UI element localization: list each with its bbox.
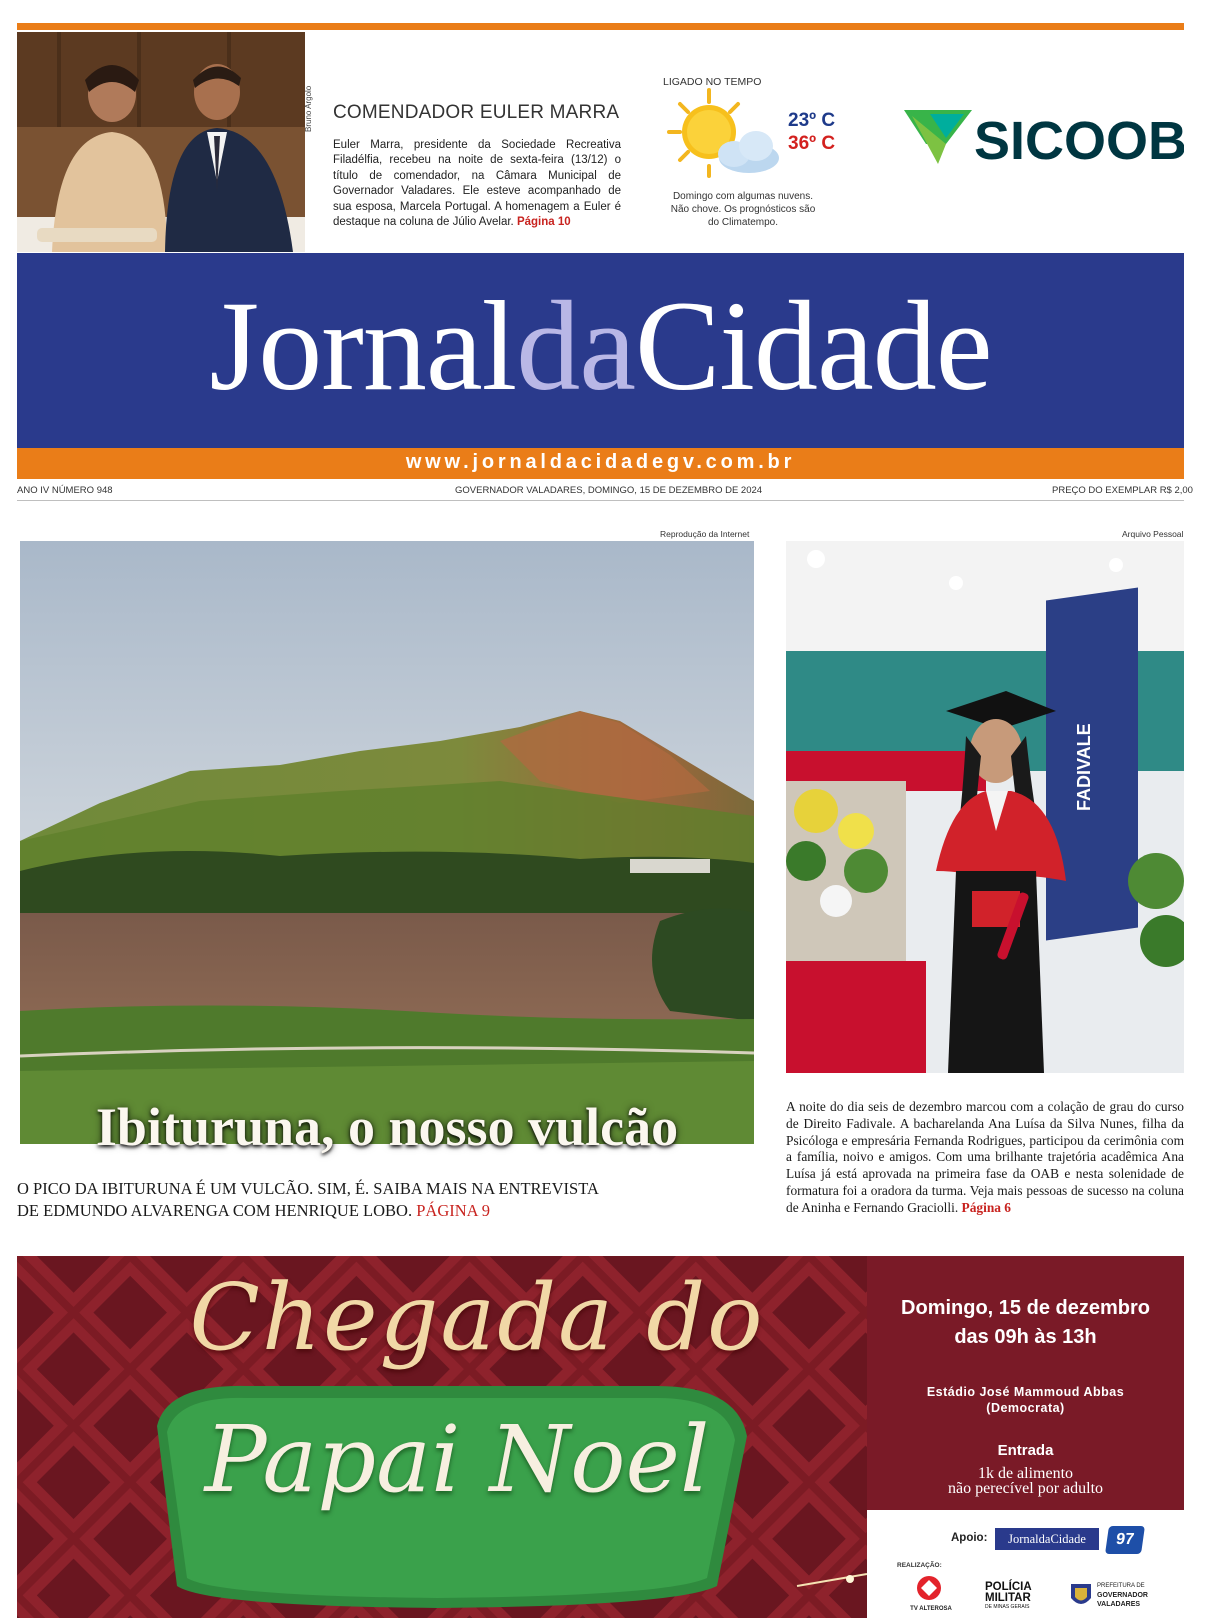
sicoob-logo-icon[interactable] [902, 104, 1184, 174]
radio-97-logo[interactable]: 97 [1105, 1526, 1145, 1554]
ad-artwork [17, 1256, 867, 1618]
prefeitura-gv-logo[interactable] [1069, 1580, 1179, 1614]
volcano-page-link[interactable]: PÁGINA 9 [416, 1201, 491, 1220]
fadivale-banner-text: FADIVALE [1074, 723, 1094, 811]
ad-date-line: Domingo, 15 de dezembro [901, 1297, 1150, 1319]
volcano-headline[interactable]: Ibituruna, o nosso vulcão [95, 1097, 679, 1157]
graduation-body: A noite do dia seis de dezembro marcou com a colação de grau do curso de Direito Fadivale. A bacharelanda Ana Luísa da Silva Nunes, filha da Psicóloga e empresária Fernanda Rodrigues, participou da cerimônia com a família, noivo e amigos. Com uma brilhante trajetória acadêmica Ana Luísa já está aprovada na primeira fase da OAB e nesta solenidade de formatura foi a oradora da turma. Veja mais pessoas de sucesso na coluna de Aninha e Fernando Graciolli. [786, 1099, 1184, 1215]
ad-sponsors [867, 1510, 1184, 1618]
prefeitura-text [1097, 1582, 1148, 1609]
euler-story-text [333, 138, 621, 230]
ad-info-panel [867, 1256, 1184, 1510]
euler-body: Euler Marra, presidente da Sociedade Recreativa Filadélfia, recebeu na noite de sexta-feira (13/12) o título de comendador, na Câmara Municipal de Governador Valadares. Ele esteve acompanhado de sua esposa, Marcela Portugal. A homenagem a Euler é destaque na coluna de Júlio Avelar. [333, 139, 621, 229]
graduation-photo[interactable] [786, 541, 1184, 1073]
policia-line-2: MILITAR [985, 1592, 1031, 1604]
prefeitura-line-1: PREFEITURA DE [1097, 1583, 1145, 1589]
dateline: GOVERNADOR VALADARES, DOMINGO, 15 DE DEZEMBRO DE 2024 [455, 485, 763, 496]
graduation-page-link[interactable]: Página 6 [961, 1199, 1012, 1215]
divider [17, 500, 1184, 501]
masthead [17, 253, 1184, 448]
ad-entry-line-1: 1k de alimento [977, 1465, 1074, 1482]
tv-alterosa-text: TV ALTEROSA [910, 1606, 952, 1612]
euler-marra-photo [17, 32, 305, 252]
papai-noel-ad[interactable] [17, 1256, 1184, 1618]
photo-credit: Arquivo Pessoal [1122, 529, 1184, 539]
top-accent-bar [17, 23, 1184, 30]
ad-title-line-1: Chegada do [189, 1264, 765, 1371]
ad-time-line: das 09h às 13h [954, 1326, 1097, 1348]
graduation-story-text [786, 1099, 1184, 1217]
photo-credit: Reprodução da Internet [660, 529, 750, 539]
caption-line-2-text: DE EDMUNDO ALVARENGA COM HENRIQUE LOBO. [17, 1201, 413, 1220]
volcano-caption [17, 1178, 717, 1222]
policia-line-3: DE MINAS GERAIS [985, 1604, 1030, 1610]
sun-cloud-icon [664, 88, 794, 184]
ad-title-line-2: Papai Noel [204, 1406, 710, 1513]
coat-of-arms-icon [1069, 1580, 1093, 1610]
newspaper-title[interactable] [17, 275, 1184, 417]
ad-entry-requirement [867, 1466, 1184, 1496]
title-jornal: Jornal [209, 275, 517, 417]
price: PREÇO DO EXEMPLAR R$ 2,00 [1052, 485, 1193, 496]
ad-entrada-label: Entrada [997, 1442, 1054, 1459]
prefeitura-line-2: GOVERNADOR [1097, 1592, 1148, 1599]
website-link[interactable]: www.jornaldacidadegv.com.br [405, 451, 796, 473]
ad-entry-line-2: não perecível por adulto [947, 1480, 1104, 1497]
url-bar [17, 448, 1184, 479]
policia-line-1: POLÍCIA [985, 1581, 1032, 1593]
title-da: da [516, 275, 636, 417]
apoio-label: Apoio: [951, 1532, 988, 1544]
policia-militar-logo[interactable] [985, 1582, 1032, 1611]
realizacao-label: REALIZAÇÃO: [897, 1562, 942, 1569]
temperature-min: 23º C [788, 110, 836, 131]
photo-credit: Bruno Argolo [304, 85, 313, 132]
tv-alterosa-logo[interactable] [901, 1572, 961, 1612]
weather-title: LIGADO NO TEMPO [663, 76, 762, 88]
jornal-da-cidade-logo[interactable]: JornaldaCidade [995, 1528, 1099, 1550]
prefeitura-line-3: VALADARES [1097, 1601, 1141, 1608]
caption-line-1: O PICO DA IBITURUNA É UM VULCÃO. SIM, É. SAIBA MAIS NA ENTREVISTA [17, 1179, 599, 1198]
ad-venue [867, 1384, 1184, 1416]
weather-forecast-note: Domingo com algumas nuvens. Não chove. Os prognósticos são do Climatempo. [670, 191, 816, 228]
temperature-max: 36º C [788, 133, 836, 154]
sicoob-logo-text: SICOOB [974, 111, 1184, 171]
euler-page-link[interactable]: Página 10 [516, 216, 571, 229]
caption-line-2 [17, 1200, 717, 1222]
euler-headline[interactable]: COMENDADOR EULER MARRA [333, 102, 620, 123]
ad-venue-nickname: (Democrata) [986, 1401, 1065, 1415]
title-cidade: Cidade [635, 275, 992, 417]
ibituruna-photo[interactable] [20, 541, 754, 1144]
ad-venue-name: Estádio José Mammoud Abbas [926, 1385, 1125, 1399]
ad-date [867, 1294, 1184, 1352]
edition-number: ANO IV NÚMERO 948 [17, 485, 113, 496]
